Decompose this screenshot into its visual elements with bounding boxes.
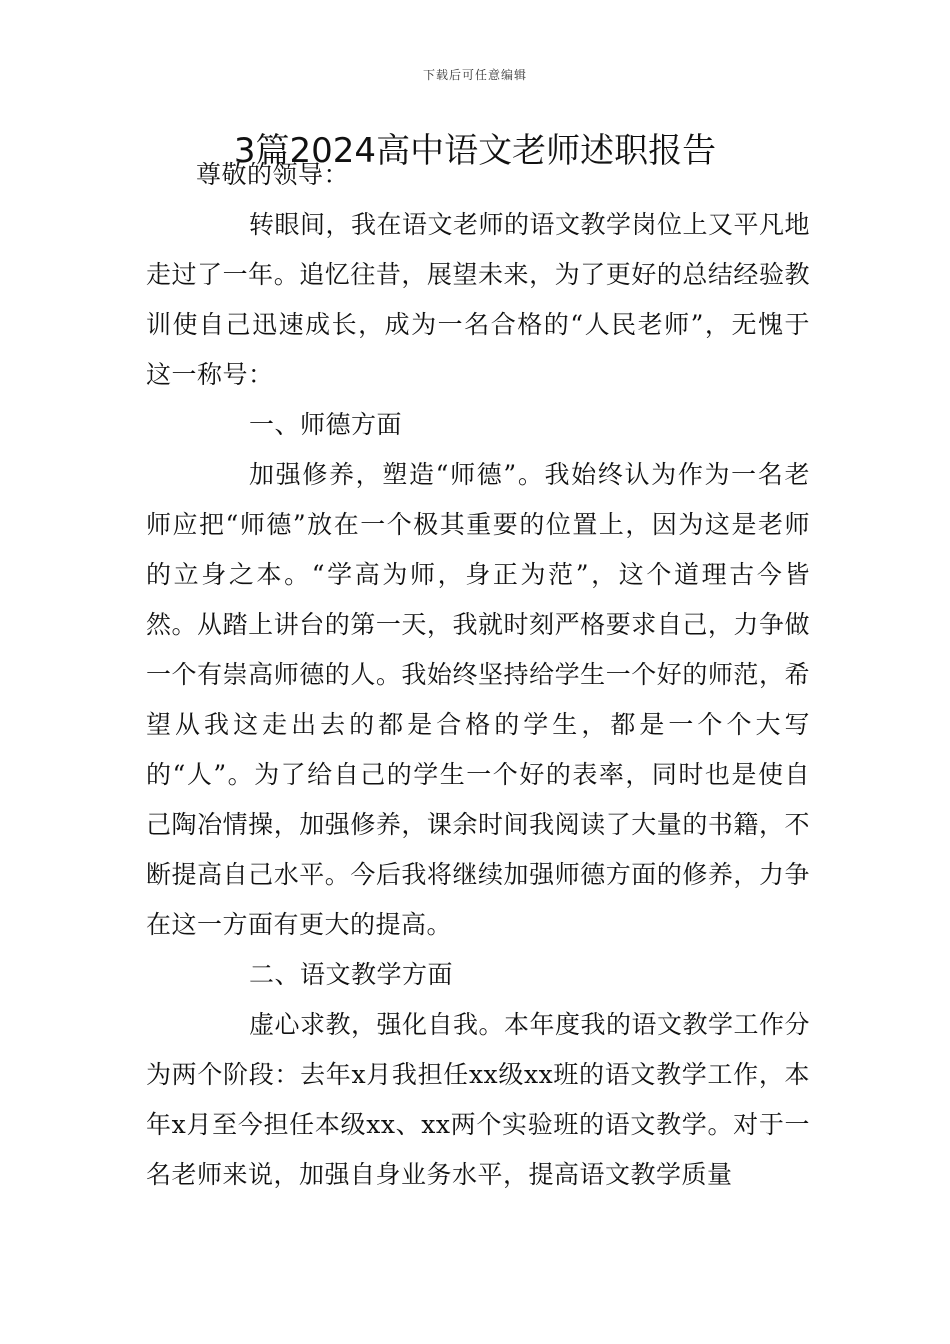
section-heading-ethics: 一、师德方面: [249, 410, 403, 439]
document-body: [146, 150, 810, 1200]
paragraph-teaching: 虚心求教，强化自我。本年度我的语文教学工作分为两个阶段：去年x月我担任xx级xx班的语文教学工作，本年x月至今担任本级xx、xx两个实验班的语文教学。对于一名老师来说，加强自身业务水平，提高语文教学质量: [146, 1010, 811, 1189]
paragraph-intro: 转眼间，我在语文老师的语文教学岗位上又平凡地走过了一年。追忆往昔，展望未来，为了更好的总结经验教训使自己迅速成长，成为一名合格的“人民老师”，无愧于这一称号：: [146, 210, 811, 389]
paragraph-ethics: 加强修养，塑造“师德”。我始终认为作为一名老师应把“师德”放在一个极其重要的位置上，因为这是老师的立身之本。“学高为师，身正为范”，这个道理古今皆然。从踏上讲台的第一天，我就时刻严格要求自己，力争做一个有崇高师德的人。我始终坚持给学生一个好的师范，希望从我这走出去的都是合格的学生，都是一个个大写的“人”。为了给自己的学生一个好的表率，同时也是使自己陶冶情操，加强修养，课余时间我阅读了大量的书籍，不断提高自己水平。今后我将继续加强师德方面的修养，力争在这一方面有更大的提高。: [146, 460, 810, 939]
document-title: 3篇2024高中语文老师述职报告: [233, 131, 717, 171]
greeting: 尊敬的领导：: [196, 160, 350, 189]
section-heading-teaching: 二、语文教学方面: [249, 960, 454, 989]
header-note: 下载后可任意编辑: [422, 68, 527, 82]
